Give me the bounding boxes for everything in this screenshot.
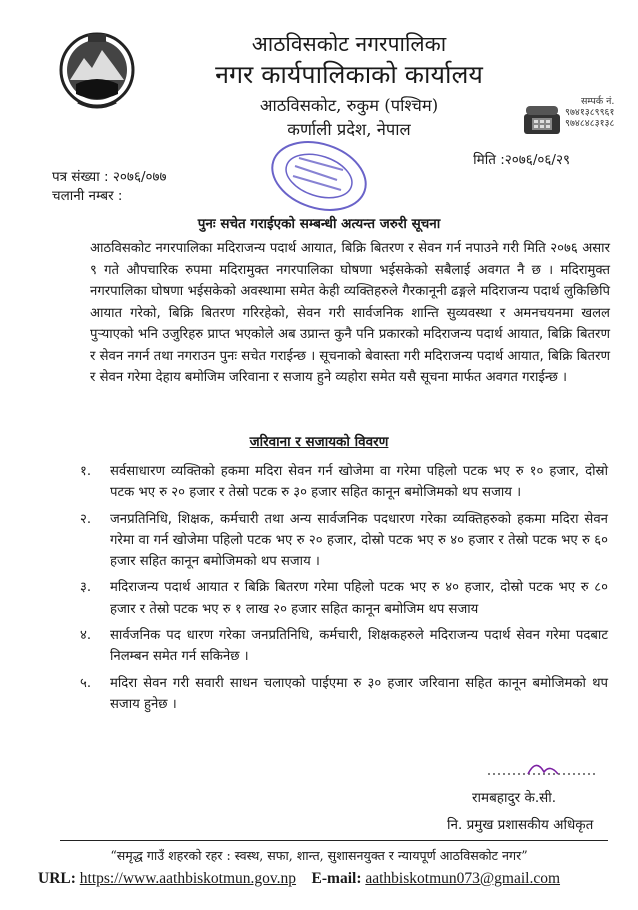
item-number: ३. bbox=[80, 580, 92, 596]
contact-phone-1: ९७४१३८९९६१ bbox=[565, 107, 615, 118]
footer-slogan: “समृद्ध गाउँ शहरको रहर : स्वस्थ, सफा, शान्त, सुशासनयुक्त र न्यायपूर्ण आठविसकोट नगर” bbox=[110, 848, 528, 863]
telephone-icon bbox=[522, 102, 562, 136]
official-stamp bbox=[267, 140, 371, 212]
letter-number: पत्र संख्या : २०७६/०७७ bbox=[52, 169, 167, 185]
contact-block bbox=[565, 96, 614, 129]
url-label: URL: bbox=[38, 870, 76, 887]
footer-divider bbox=[60, 840, 608, 841]
notice-subject: पुनः सचेत गराईएको सम्बन्धी अत्यन्त जरुरी सूचना bbox=[197, 216, 441, 232]
contact-phone-2: ९७४८४८३१३८ bbox=[565, 118, 615, 129]
list-item bbox=[80, 509, 608, 573]
dispatch-number: चलानी नम्बर : bbox=[52, 188, 123, 204]
item-text: मदिराजन्य पदार्थ आयात र बिक्रि बितरण गरेमा पहिलो पटक भए रु ४० हजार, दोस्रो पटक भए रु ८० हजार र तेस्रो पटक भए रु १ लाख २० हजार सहित कानून बमोजिम थप सजाय bbox=[110, 580, 608, 617]
list-item bbox=[80, 625, 608, 668]
list-item bbox=[80, 461, 608, 504]
item-text: जनप्रतिनिधि, शिक्षक, कर्मचारी तथा अन्य सार्वजनिक पदधारण गरेका व्यक्तिहरुको हकमा मदिरा सेवन गरेमा वा गर्न खोजेमा पहिलो पटक भए रु २० हजार, दोस्रो पटक भए रु ४० हजार र तेस्रो पटक भए रु ६० हजार सहित कानून बमोजिमको थप सजाय । bbox=[110, 511, 608, 570]
item-number: १. bbox=[80, 464, 92, 479]
list-item bbox=[80, 673, 608, 716]
item-text: मदिरा सेवन गरी सवारी साधन चलाएको पाईएमा रु ३० हजार जरिवाना सहित कानून बमोजिमको थप सजाय हुनेछ । bbox=[110, 675, 608, 712]
item-number: २. bbox=[80, 511, 92, 527]
item-number: ४. bbox=[80, 628, 92, 644]
office-address: आठविसकोट, रुकुम (पश्चिम) bbox=[259, 96, 439, 115]
list-item bbox=[80, 577, 608, 620]
signature-scribble bbox=[488, 760, 596, 778]
province-country: कर्णाली प्रदेश, नेपाल bbox=[287, 120, 411, 139]
municipality-name: आठविसकोट नगरपालिका bbox=[251, 32, 447, 56]
item-text: सर्वसाधारण व्यक्तिको हकमा मदिरा सेवन गर्न खोजेमा वा गरेमा पहिलो पटक भए रु १० हजार, दोस्रो पटक भए रु २० हजार र तेस्रो पटक रु ३० हजार सहित कानून बमोजिमको थप सजाय । bbox=[110, 464, 608, 501]
penalty-list bbox=[80, 461, 608, 720]
section-title: जरिवाना र सजायको विवरण bbox=[249, 434, 389, 450]
item-number: ५. bbox=[80, 675, 92, 691]
email-link[interactable]: aathbiskotmun073@gmail.com bbox=[365, 870, 561, 887]
body-paragraph: आठविसकोट नगरपालिका मदिराजन्य पदार्थ आयात, बिक्रि बितरण र सेवन गर्न नपाउने गरी मिति २०७६ असार ९ गते औपचारिक रुपमा मदिरामुक्त नगरपालिका घोषणा भईसकेको सबैलाई अवगत नै छ । मदिरामुक्त नगरपालिका घोषणा भईसकेको अवस्थामा समेत केही व्यक्तिहरुले गैरकानूनी ढङ्गले मदिराजन्य पदार्थ लुकिछिपि आयात गरेको, बिक्रि बितरण गरिरहेको, सेवन गरी सार्वजनिक शान्ति सुव्यवस्था र अमनचयनमा खलल पुऱ्याएको भनि उजुरिहरु प्राप्त भएकोले अब उप्रान्त कुनै पनि प्रकारको मदिराजन्य पदार्थ आयात, बिक्रि बितरण र सेवन नगर्न तथा नगराउन पुनः सचेत गराईन्छ । सूचनाको बेवास्ता गरी मदिराजन्य पदार्थ आयात, बिक्रि बितरण र सेवन गरेमा देहाय बमोजिम जरिवाना र सजाय हुने व्यहोरा समेत यसै सूचना मार्फत अवगत गराईन्छ । bbox=[90, 241, 610, 385]
contact-label: सम्पर्क नं. bbox=[581, 96, 615, 107]
signatory-title: नि. प्रमुख प्रशासकीय अधिकृत bbox=[447, 817, 594, 833]
footer-links bbox=[38, 870, 560, 888]
signatory-name: रामबहादुर के.सी. bbox=[472, 790, 557, 806]
letter-date: मिति :२०७६/०६/२९ bbox=[473, 152, 570, 168]
notice-body bbox=[90, 238, 610, 389]
website-link[interactable]: https://www.aathbiskotmun.gov.np bbox=[79, 870, 297, 887]
item-text: सार्वजनिक पद धारण गरेका जनप्रतिनिधि, कर्मचारी, शिक्षकहरुले मदिराजन्य पदार्थ सेवन गरेमा पदबाट निलम्बन समेत गर्न सकिनेछ । bbox=[110, 628, 608, 665]
office-name: नगर कार्यपालिकाको कार्यालय bbox=[215, 60, 483, 89]
email-label: E-mail: bbox=[311, 870, 362, 887]
